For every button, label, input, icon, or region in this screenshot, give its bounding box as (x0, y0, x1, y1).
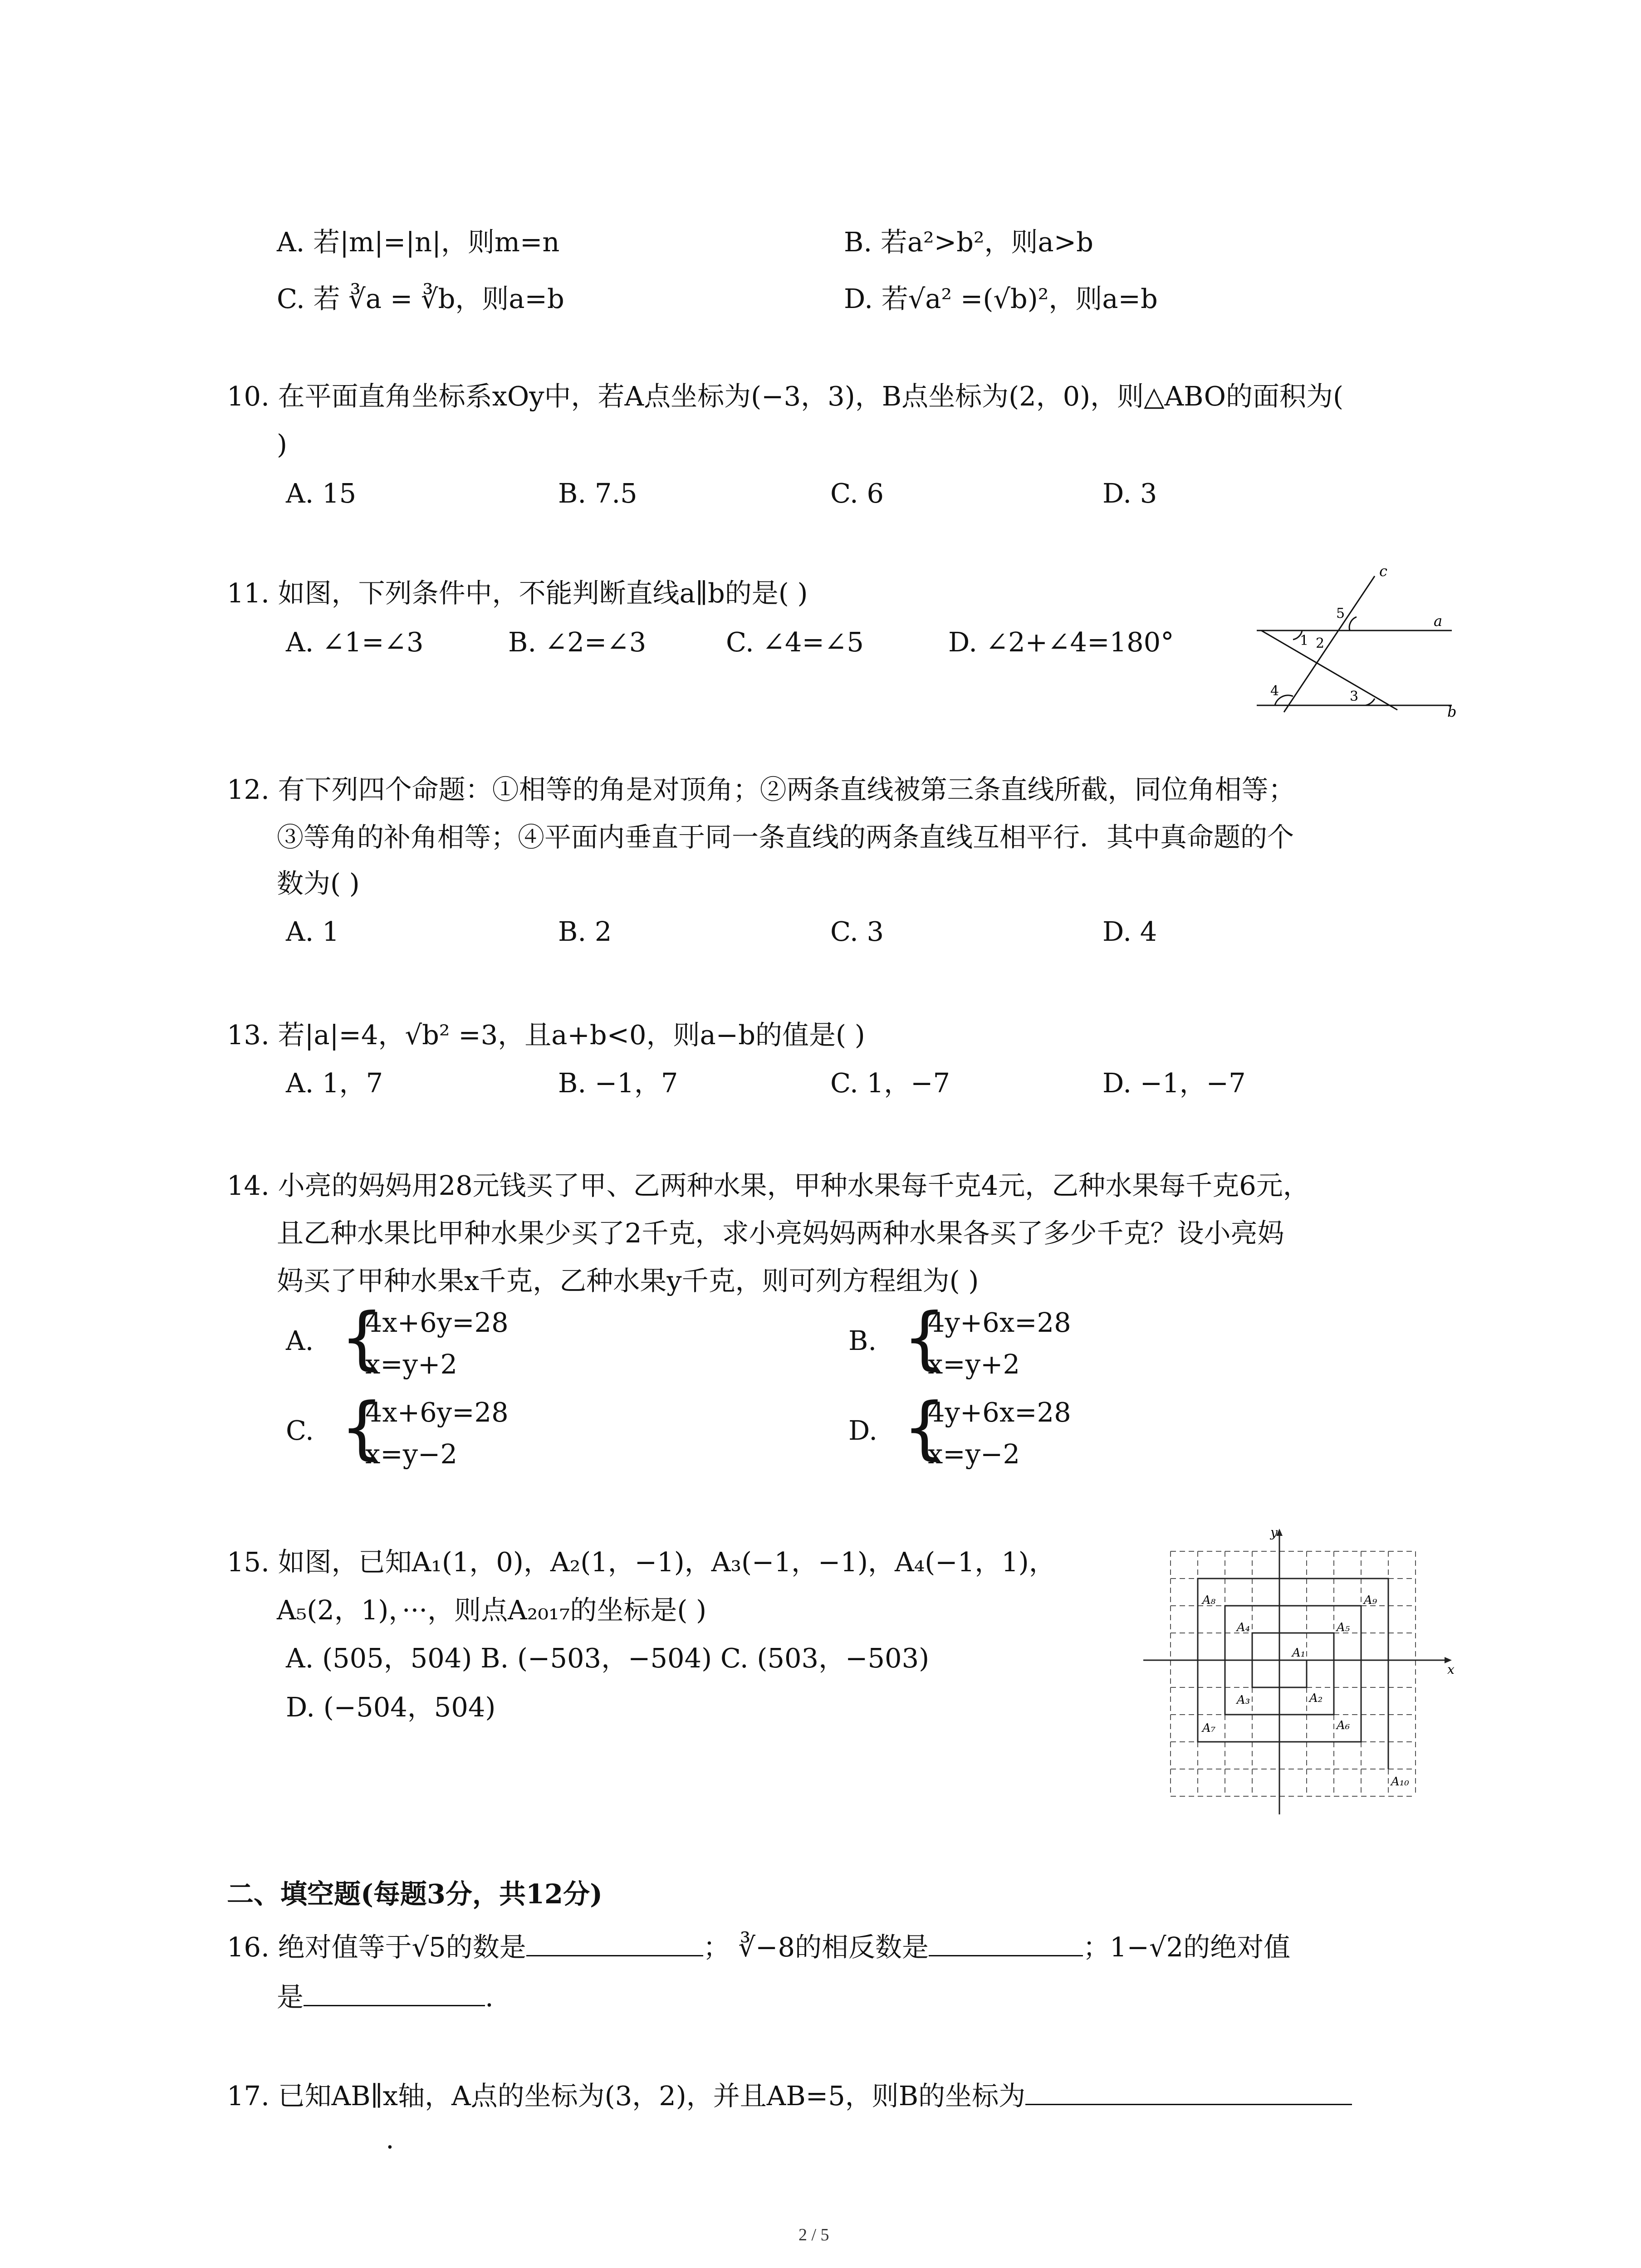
q10-stem-line2: ) (277, 429, 288, 460)
q13-option-a: A. 1，7 (286, 1067, 383, 1099)
q17-line1 (227, 2077, 1352, 2112)
q11-option-a: A. ∠1=∠3 (286, 626, 424, 658)
q14-stem-line2: 且乙种水果比甲种水果少买了2千克，求小亮妈妈两种水果各买了多少千克？设小亮妈 (277, 1217, 1284, 1249)
q11-label-c: c (1379, 562, 1387, 580)
q12-option-b: B. 2 (558, 916, 612, 947)
q14-option-c-eq2: x=y−2 (365, 1438, 458, 1470)
q13-option-b: B. −1，7 (558, 1067, 678, 1099)
q15-label-a10: A₁₀ (1391, 1775, 1409, 1789)
q11-angle-2: 2 (1316, 635, 1325, 651)
q16-line2-text: 是 (277, 1981, 304, 2013)
q15-label-a5: A₅ (1337, 1621, 1350, 1634)
q15-label-a8: A₈ (1202, 1593, 1216, 1607)
q16-blank-1[interactable] (526, 1928, 703, 1956)
q10-option-a: A. 15 (286, 478, 357, 509)
q17-end: . (386, 2123, 394, 2155)
q14-option-a-eq1: 4x+6y=28 (365, 1307, 509, 1338)
q10-option-d: D. 3 (1102, 478, 1157, 509)
q16-part3: ；1−√2的绝对值 (1083, 1931, 1291, 1963)
q15-axis-y-label: y (1270, 1525, 1278, 1540)
q11-angle-4: 4 (1270, 683, 1279, 699)
q14-option-a-brace: { (340, 1299, 384, 1378)
q9-option-a: A. 若|m|=|n|，则m=n (277, 226, 560, 258)
q11-angle-1: 1 (1300, 633, 1309, 649)
q12-stem-line2: ③等角的补角相等；④平面内垂直于同一条直线的两条直线互相平行．其中真命题的个 (277, 821, 1294, 853)
q13-option-c: C. 1，−7 (830, 1067, 950, 1099)
q11-option-c: C. ∠4=∠5 (726, 626, 864, 658)
q14-option-b-eq1: 4y+6x=28 (928, 1307, 1071, 1338)
q10-option-b: B. 7.5 (558, 478, 637, 509)
q14-option-d-eq1: 4y+6x=28 (928, 1397, 1071, 1428)
page-number: 2 / 5 (798, 2225, 829, 2244)
q12-stem-line1: 12. 有下列四个命题：①相等的角是对顶角；②两条直线被第三条直线所截，同位角相等； (227, 774, 1295, 805)
q16-line2 (277, 1978, 494, 2014)
q14-option-b-brace: { (903, 1299, 946, 1378)
section-2-title: 二、填空题(每题3分，共12分) (227, 1878, 603, 1910)
q11-parallel-lines-figure (1243, 562, 1461, 726)
q14-option-d-label: D. (848, 1415, 877, 1446)
q15-label-a3: A₃ (1237, 1693, 1250, 1707)
q11-angle-3: 3 (1350, 689, 1359, 704)
q9-option-c: C. 若 ∛a = ∛b，则a=b (277, 283, 564, 314)
q16-line1 (227, 1928, 1290, 1964)
q13-stem: 13. 若|a|=4，√b² =3，且a+b<0，则a−b的值是( ) (227, 1019, 865, 1051)
q15-stem-line1: 15. 如图，已知A₁(1，0)，A₂(1，−1)，A₃(−1，−1)，A₄(−1，1)， (227, 1546, 1056, 1578)
q16-part2: ； ∛−8的相反数是 (703, 1931, 929, 1963)
q16-end: . (485, 1981, 494, 2013)
q11-option-b: B. ∠2=∠3 (508, 626, 647, 658)
q14-option-b-eq2: x=y+2 (928, 1349, 1020, 1380)
q15-label-a1: A₁ (1292, 1646, 1306, 1660)
q10-option-c: C. 6 (830, 478, 884, 509)
q12-option-a: A. 1 (286, 916, 339, 947)
q10-stem-line1: 10. 在平面直角坐标系xOy中，若A点坐标为(−3，3)，B点坐标为(2，0)，则△ABO的面积为( (227, 381, 1344, 412)
q17-blank[interactable] (1025, 2077, 1352, 2105)
q11-stem: 11. 如图，下列条件中，不能判断直线a∥b的是( ) (227, 577, 808, 609)
q11-label-b: b (1447, 703, 1457, 720)
q12-option-c: C. 3 (830, 916, 884, 947)
q14-option-c-brace: { (340, 1388, 384, 1467)
q17-stem: 17. 已知AB∥x轴，A点的坐标为(3，2)，并且AB=5，则B的坐标为 (227, 2080, 1026, 2112)
q15-label-a6: A₆ (1337, 1719, 1350, 1732)
q16-part1: 16. 绝对值等于√5的数是 (227, 1931, 526, 1963)
q15-label-a2: A₂ (1309, 1691, 1323, 1705)
q16-blank-2[interactable] (929, 1928, 1083, 1956)
q14-option-a-eq2: x=y+2 (365, 1349, 458, 1380)
q13-option-d: D. −1，−7 (1102, 1067, 1246, 1099)
q14-option-c-eq1: 4x+6y=28 (365, 1397, 509, 1428)
q12-stem-line3: 数为( ) (277, 868, 360, 899)
q11-option-d: D. ∠2+∠4=180° (948, 626, 1174, 658)
q14-option-c-label: C. (286, 1415, 314, 1446)
q11-label-a: a (1434, 612, 1443, 630)
q15-spiral-grid-figure (1134, 1524, 1461, 1823)
q14-option-a-label: A. (286, 1325, 314, 1356)
q9-option-d: D. 若√a² =(√b)²，则a=b (844, 283, 1158, 314)
q14-stem-line1: 14. 小亮的妈妈用28元钱买了甲、乙两种水果，甲种水果每千克4元，乙种水果每千克6元， (227, 1170, 1310, 1201)
q16-blank-3[interactable] (304, 1978, 485, 2006)
q12-option-d: D. 4 (1102, 916, 1157, 947)
q15-label-a9: A₉ (1364, 1593, 1377, 1607)
q9-option-b: B. 若a²>b²，则a>b (844, 226, 1093, 258)
q15-label-a7: A₇ (1202, 1721, 1216, 1735)
q14-option-b-label: B. (848, 1325, 877, 1356)
q15-options-abc: A. (505，504) B. (−503，−504) C. (503，−503) (286, 1642, 930, 1674)
q14-option-d-brace: { (903, 1388, 946, 1467)
q14-option-d-eq2: x=y−2 (928, 1438, 1020, 1470)
q14-stem-line3: 妈买了甲种水果x千克，乙种水果y千克，则可列方程组为( ) (277, 1265, 979, 1296)
q15-stem-line2: A₅(2，1)，···，则点A₂₀₁₇的坐标是( ) (277, 1594, 707, 1626)
q15-axis-x-label: x (1447, 1662, 1455, 1677)
q11-angle-5: 5 (1336, 606, 1345, 621)
q15-option-d: D. (−504，504) (286, 1691, 496, 1723)
q15-label-a4: A₄ (1237, 1621, 1250, 1634)
